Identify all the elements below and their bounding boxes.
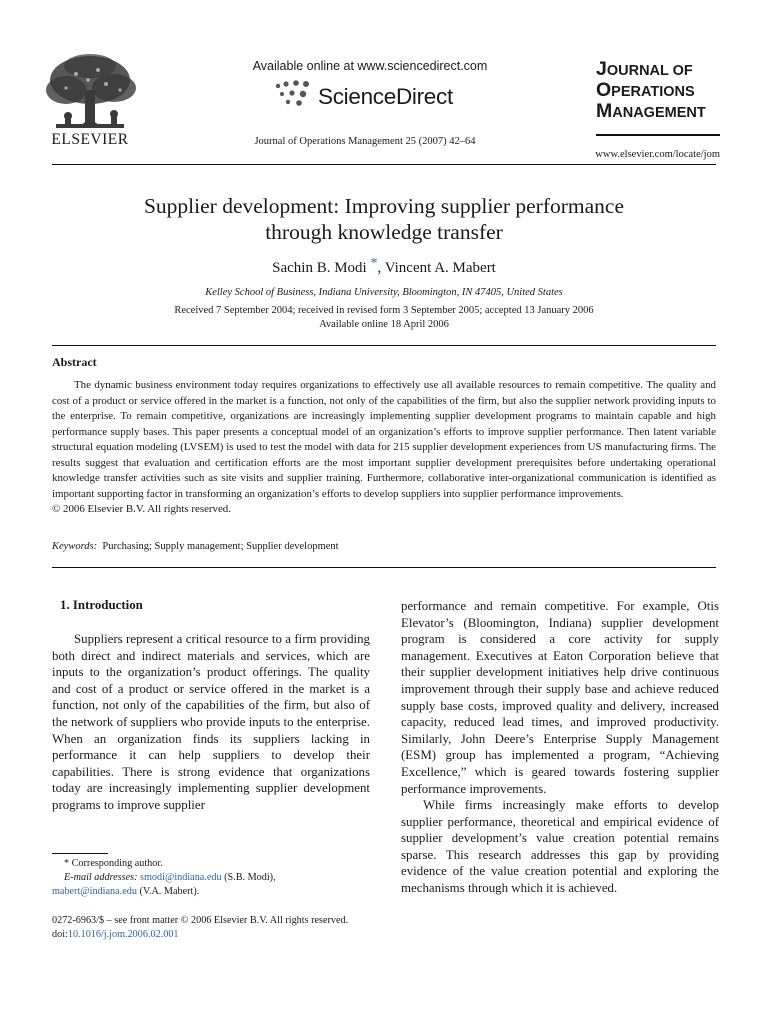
available-online-text: Available online at www.sciencedirect.com (252, 59, 488, 73)
email-link-mabert[interactable]: mabert@indiana.edu (52, 885, 137, 897)
author-line (52, 256, 716, 277)
publisher-name: ELSEVIER (51, 131, 129, 148)
section-heading-introduction: 1. Introduction (60, 598, 143, 612)
corresponding-author-note: * Corresponding author. (64, 858, 163, 869)
intro-paragraph-right-1: performance and remain competitive. For example, Otis Elevator’s (Bloomington, Indiana) supplier development program is considered a core activity for supply management. Executives at Eaton Corporation believe that their supplier development initiatives help drive continuous improvement through their supply base and achieve reduced supply base costs, improved quality and delivery, increased capacity, reduced lead times, and improved productivity. Similarly, John Deere’s Enterprise Supply Management (ESM) group has implemented a program, “Achieving Excellence,” which is geared towards fostering supplier performance improvements. (401, 599, 719, 796)
abstract-heading: Abstract (52, 355, 97, 369)
email-link-modi[interactable]: smodi@indiana.edu (140, 871, 222, 883)
intro-paragraph-right-2: While firms increasingly make efforts to develop supplier performance, theoretical and empirical evidence of supplier development’s value creation potential remains sparse. This research addresses this gap by providing evidence of the value creation potential and exploring the mechanisms through which it is achieved. (401, 798, 719, 895)
journal-title-rule (596, 134, 720, 136)
author-mabert: , Vincent A. Mabert (377, 260, 496, 276)
abstract-body: The dynamic business environment today requires organizations to effectively use all available resources to remain competitive. The quality and cost of a product or service offered in the market is a function, not only of the capabilities of the firm, but also the supplier network providing inputs to the enterprise. To remain competitive, organizations are increasingly implementing supplier development programs to maintain capable and high performance supply bases. This paper presents a conceptual model of an organization’s efforts to improve supplier performance. Then latent variable structural equation modeling (LVSEM) is used to test the model with data for 215 supplier development experiences from US manufacturing firms. The results suggest that evaluation and certification efforts are the most important supplier development prerequisites before undertaking operational knowledge transfer activities such as site visits and supplier training. Furthermore, collaborative inter-organizational communication is identified as important supporting factor in transforming an organization’s efforts to develop suppliers into supplier performance improvements. © 2006 Elsevier B.V. All rights reserved. (52, 379, 716, 515)
paper-title: Supplier development: Improving supplier performance through knowledge transfer (143, 194, 625, 244)
intro-paragraph-left: Suppliers represent a critical resource to a firm providing both direct and indirect materials and services, which are inputs to the organization’s product offerings. The quality and cost of a product or service offered in the market is a function, not only of the capabilities of the firm, but also of the network of suppliers who provide inputs to the enterprise. When an organization finds its suppliers lacking in performance it can help suppliers to develop their capabilities. There is strong evidence that organizations today are increasingly implementing supplier development programs to improve supplier (52, 632, 370, 812)
footnotes: * Corresponding author. E-mail addresses: smodi@indiana.edu (S.B. Modi), mabert@indiana.edu (V.A. Mabert). (52, 857, 382, 898)
article-history: Received 7 September 2004; received in revised form 3 September 2005; accepted 13 January 2006 Available online 18 April 2006 (174, 305, 594, 330)
front-matter-footer: 0272-6963/$ – see front matter © 2006 Elsevier B.V. All rights reserved. doi:10.1016/j.jom.2006.02.001 (52, 915, 349, 940)
sciencedirect-wordmark: ScienceDirect (318, 84, 453, 109)
sciencedirect-dots-icon (272, 78, 316, 110)
abstract-top-divider (52, 345, 716, 346)
header-divider (52, 164, 716, 165)
journal-citation: Journal of Operations Management 25 (2007) 42–64 (254, 136, 476, 147)
abstract-copyright: © 2006 Elsevier B.V. All rights reserved. (52, 503, 231, 515)
journal-url[interactable]: www.elsevier.com/locate/jom (595, 149, 720, 160)
abstract-bottom-divider (52, 567, 716, 568)
corresponding-author-mark[interactable]: * (370, 256, 378, 271)
journal-title-logo: JOURNAL OF OPERATIONS MANAGEMENT (596, 58, 706, 122)
keywords-line: Keywords: Purchasing; Supply management; Supplier development (52, 541, 339, 552)
footnote-rule (52, 853, 108, 854)
author-modi: Sachin B. Modi (272, 260, 367, 276)
doi-link[interactable]: 10.1016/j.jom.2006.02.001 (67, 928, 179, 940)
affiliation: Kelley School of Business, Indiana University, Bloomington, IN 47405, United States (205, 287, 563, 298)
